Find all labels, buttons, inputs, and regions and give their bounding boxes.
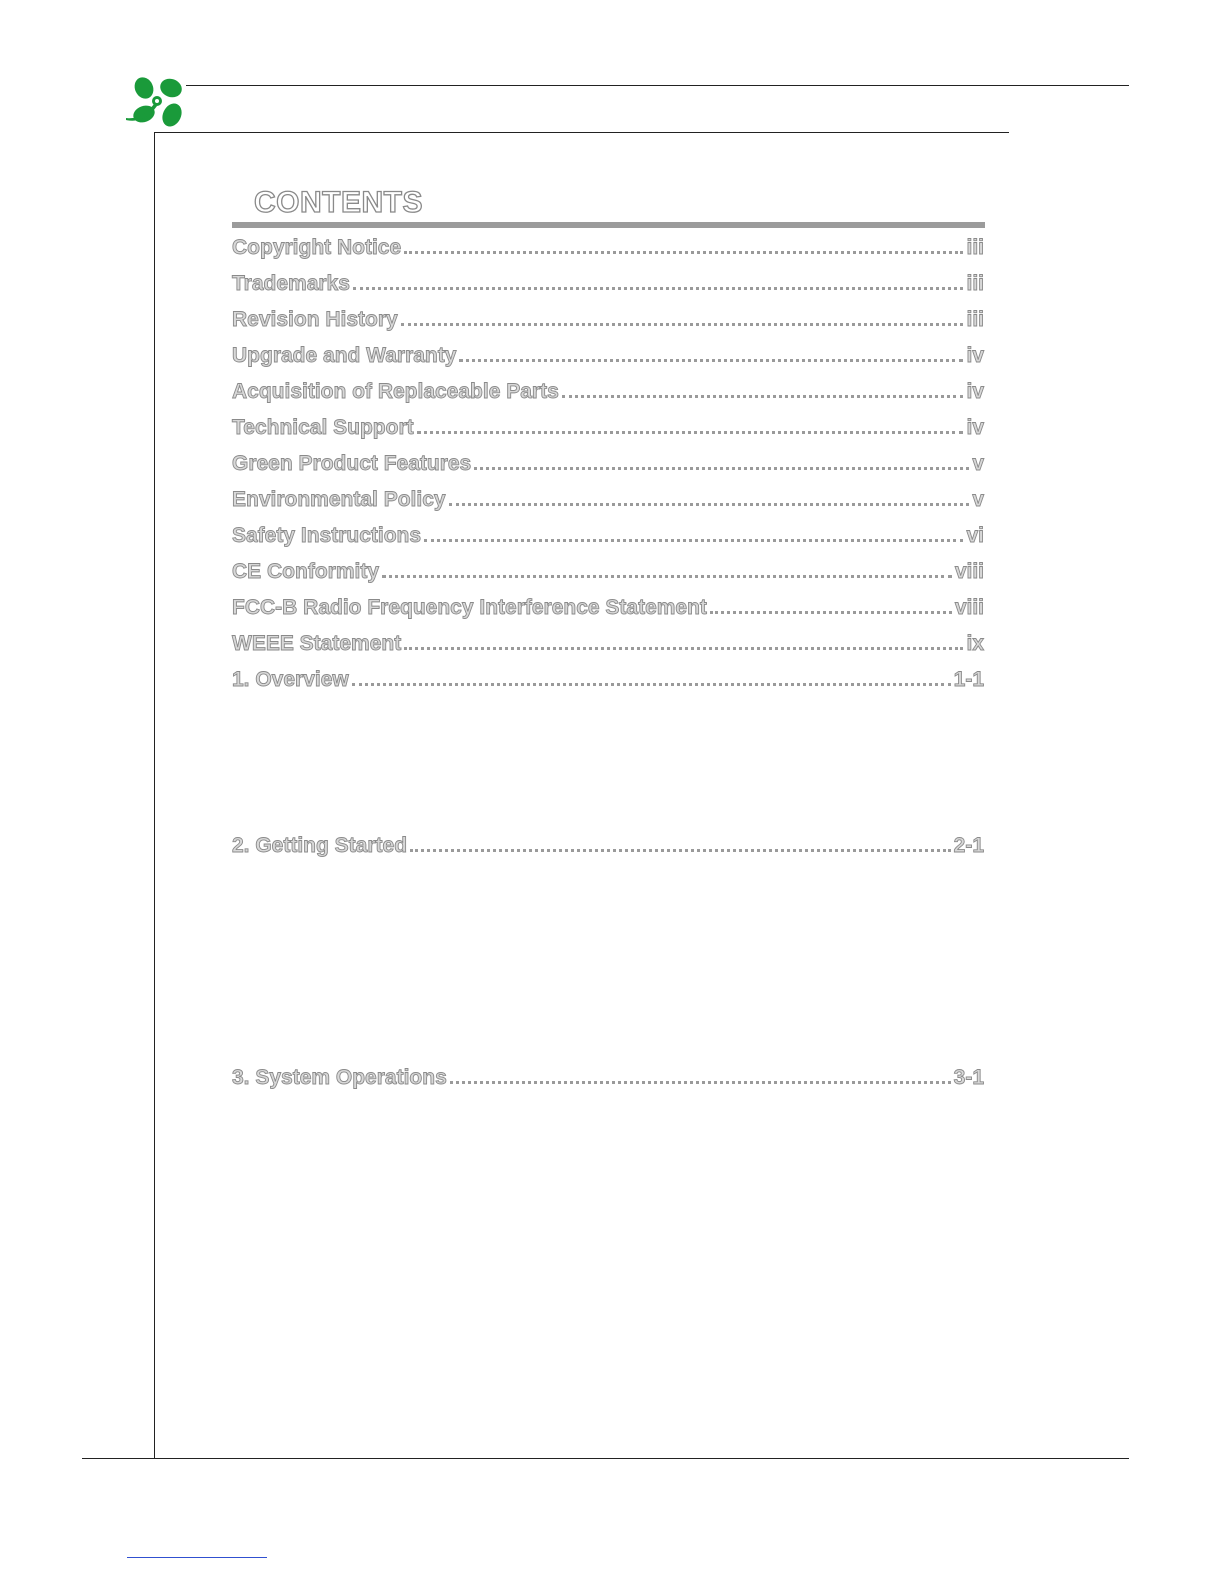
toc-entry-label: 2. Getting Started: [232, 834, 408, 857]
toc-dot-leader: [401, 323, 964, 326]
toc-entry-page: 3-1: [953, 1066, 984, 1089]
toc-entry[interactable]: [232, 1062, 984, 1090]
toc-entry-page: iii: [966, 272, 984, 295]
toc-entry-page: 1-1: [953, 668, 984, 691]
content-frame-top-rule: [154, 132, 1009, 133]
toc-entry-label: Safety Instructions: [232, 524, 422, 547]
toc-entry-page: iv: [966, 344, 984, 367]
toc-dot-leader: [352, 683, 951, 686]
toc-entry[interactable]: [232, 232, 984, 260]
toc-entry-label: WEEE Statement: [232, 632, 402, 655]
title-underline-bar: [232, 222, 985, 228]
page-title: CONTENTS: [254, 186, 423, 219]
toc-entry[interactable]: [232, 592, 984, 620]
toc-entry[interactable]: [232, 520, 984, 548]
toc-dot-leader: [449, 503, 970, 506]
toc-dot-leader: [710, 611, 952, 614]
toc-entry[interactable]: [232, 268, 984, 296]
toc-dot-leader: [382, 575, 952, 578]
toc-dot-leader: [404, 647, 963, 650]
toc-entry[interactable]: [232, 376, 984, 404]
footer-rule: [82, 1458, 1129, 1459]
toc-entry[interactable]: [232, 484, 984, 512]
toc-entry-label: Green Product Features: [232, 452, 472, 475]
toc-dot-leader: [562, 395, 964, 398]
footer-link-underline: [127, 1557, 267, 1558]
toc-dot-leader: [353, 287, 964, 290]
toc-entry-label: Copyright Notice: [232, 236, 402, 259]
toc-entry[interactable]: [232, 664, 984, 692]
toc-entry-page: v: [972, 488, 984, 511]
header-rule: [186, 85, 1129, 86]
toc-entry-label: Upgrade and Warranty: [232, 344, 457, 367]
toc-dot-leader: [410, 849, 951, 852]
toc-dot-leader: [424, 539, 963, 542]
toc-entry[interactable]: [232, 340, 984, 368]
toc-entry-label: 3. System Operations: [232, 1066, 447, 1089]
toc-entry-page: iii: [966, 236, 984, 259]
toc-entry[interactable]: [232, 448, 984, 476]
toc-entry-page: viii: [954, 596, 984, 619]
toc-entry-page: iv: [966, 380, 984, 403]
toc-entry-page: iii: [966, 308, 984, 331]
toc-entry[interactable]: [232, 556, 984, 584]
toc-entry-label: Technical Support: [232, 416, 414, 439]
clover-logo-icon: [124, 74, 190, 132]
toc-entry-page: vi: [966, 524, 984, 547]
toc-entry-page: 2-1: [953, 834, 984, 857]
toc-entry-label: CE Conformity: [232, 560, 379, 583]
toc-entry-label: Environmental Policy: [232, 488, 446, 511]
toc-dot-leader: [404, 251, 963, 254]
toc-entry-page: v: [972, 452, 984, 475]
toc-entry-label: Trademarks: [232, 272, 350, 295]
toc-entry[interactable]: [232, 412, 984, 440]
toc-dot-leader: [450, 1081, 951, 1084]
toc-dot-leader: [417, 431, 964, 434]
toc-entry-page: iv: [966, 416, 984, 439]
toc-dot-leader: [474, 467, 969, 470]
toc-dot-leader: [459, 359, 963, 362]
toc-entry-label: Acquisition of Replaceable Parts: [232, 380, 559, 403]
toc-entry-label: Revision History: [232, 308, 398, 331]
toc-entry[interactable]: [232, 628, 984, 656]
toc-entry-label: FCC-B Radio Frequency Interference Statement: [232, 596, 707, 619]
toc-entry[interactable]: [232, 304, 984, 332]
toc-entry[interactable]: [232, 830, 984, 858]
toc-entry-label: 1. Overview: [232, 668, 349, 691]
toc-entry-page: viii: [954, 560, 984, 583]
toc-entry-page: ix: [966, 632, 984, 655]
content-frame-left-rule: [154, 132, 155, 1459]
